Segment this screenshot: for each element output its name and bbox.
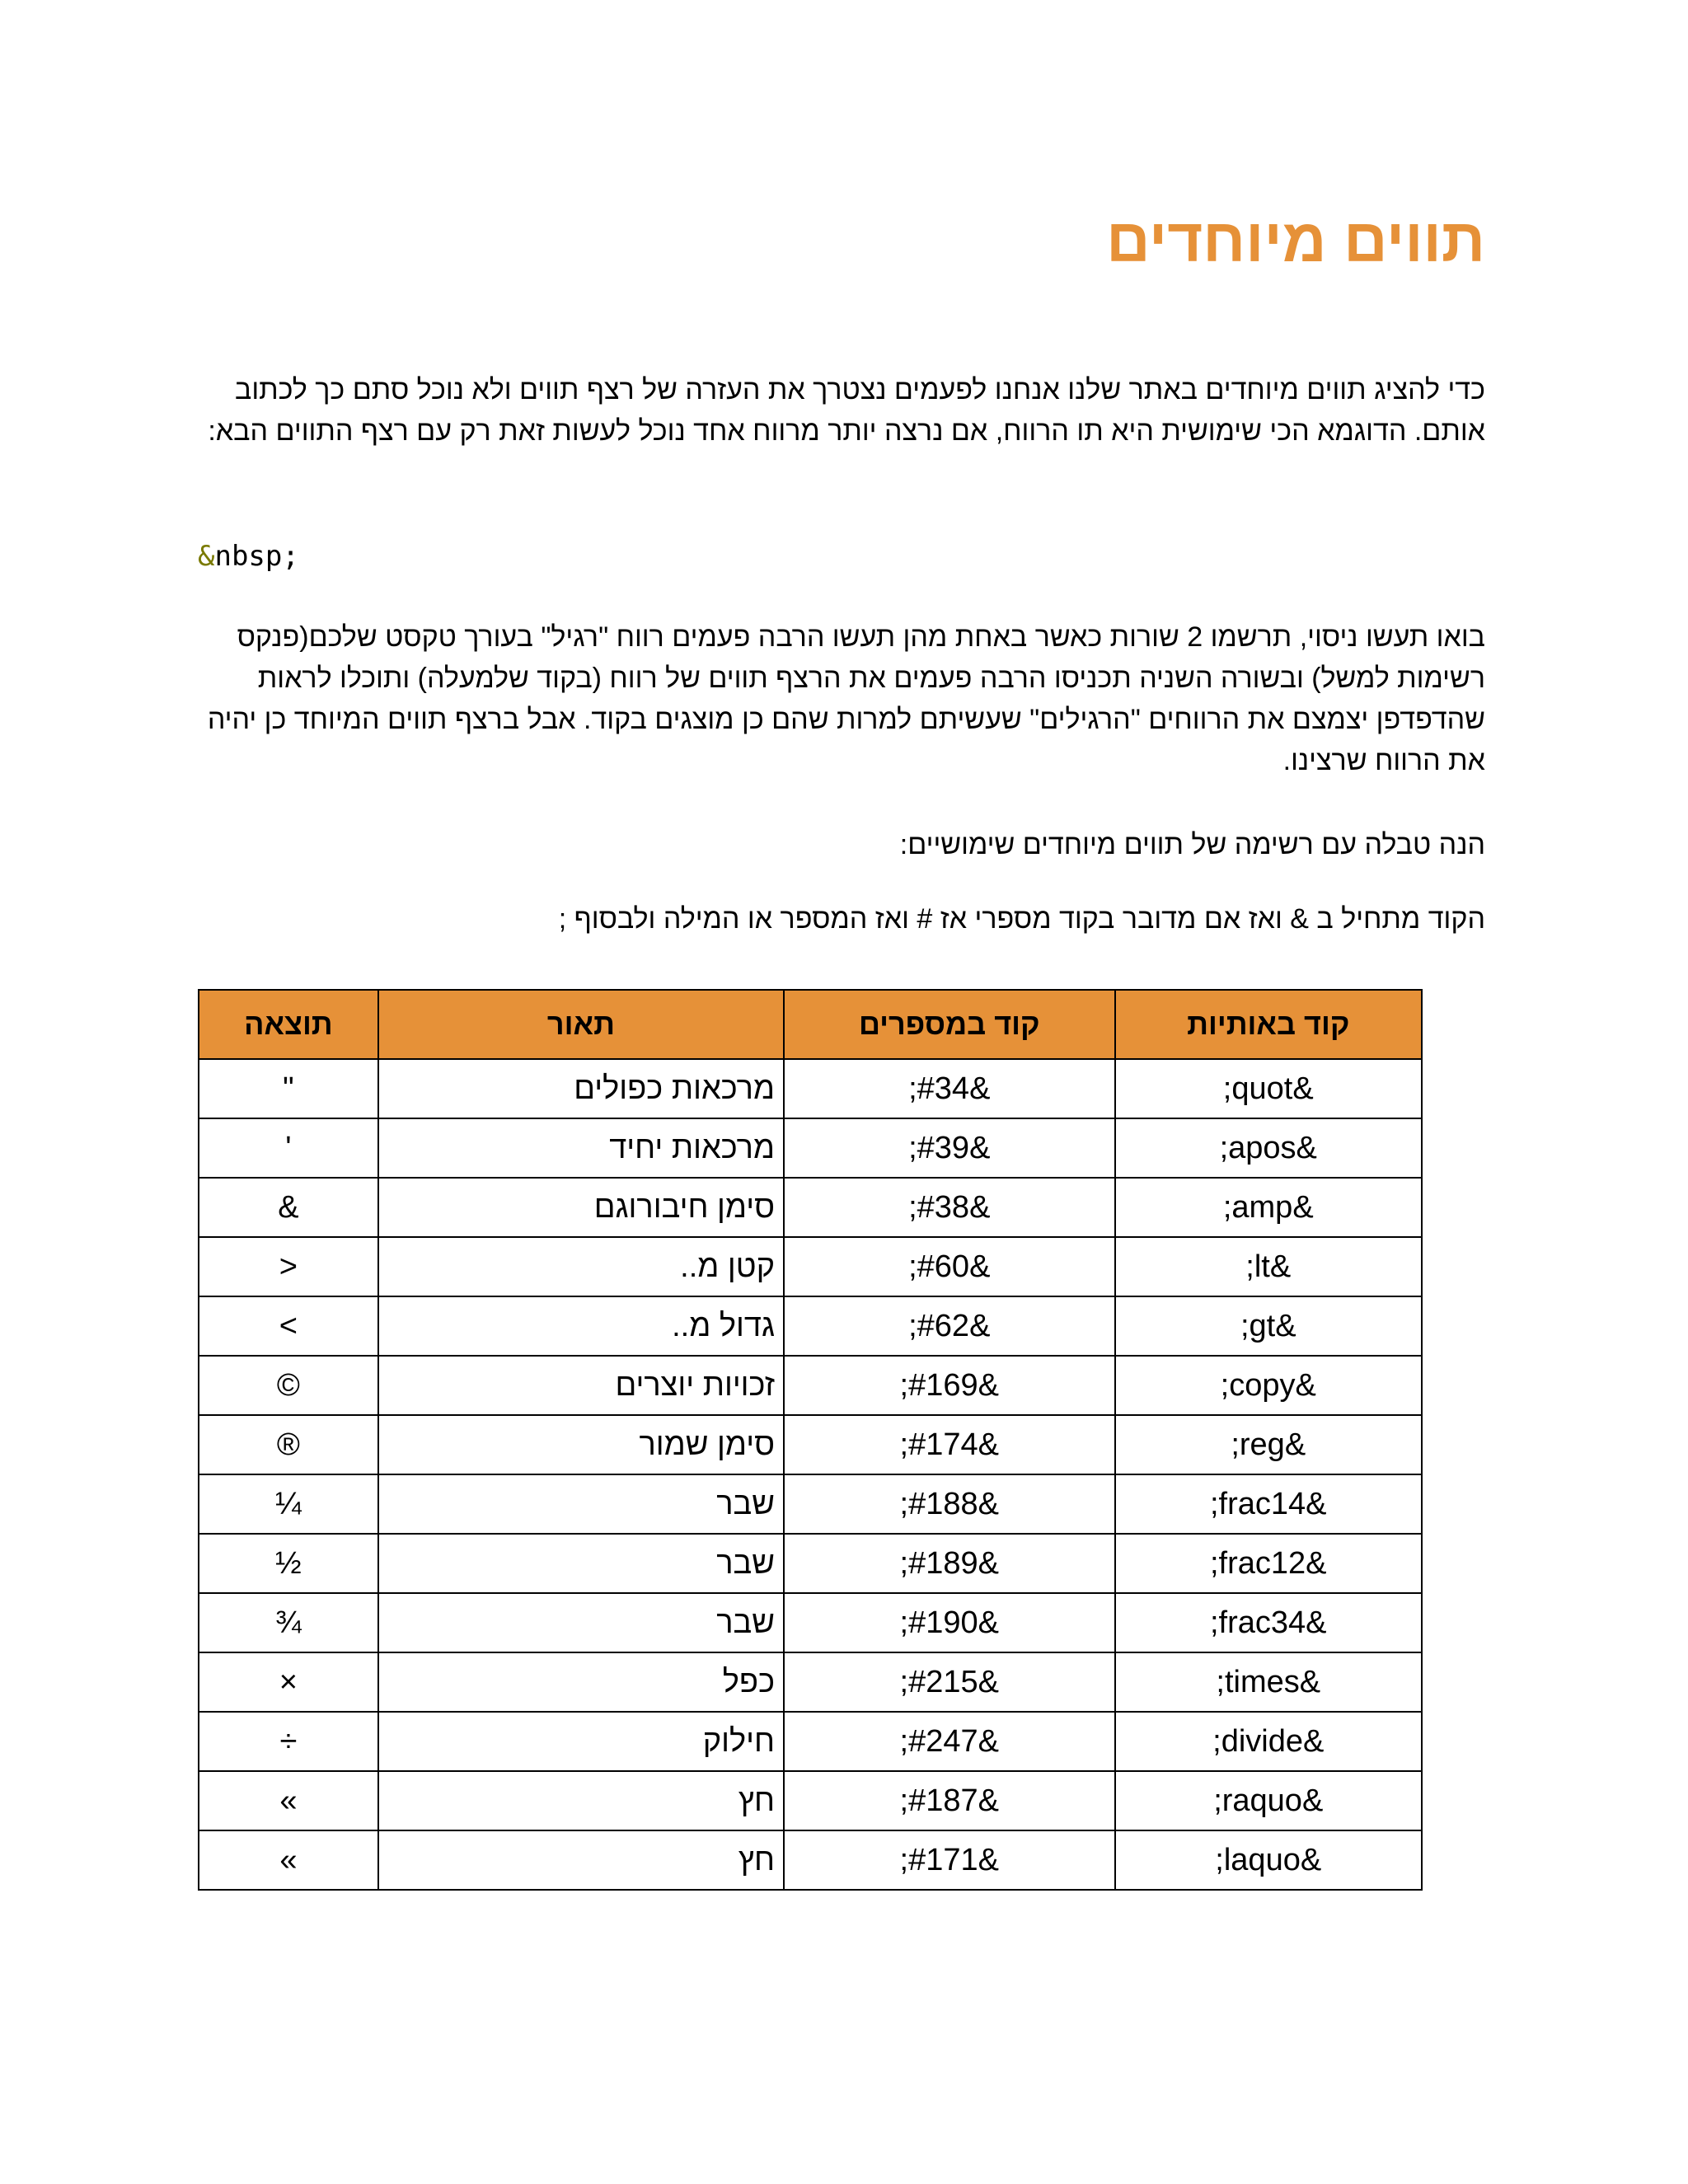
header-description: תאור [378,990,784,1059]
result-cell: ¼ [199,1474,378,1534]
number-code-cell: &#169; [784,1356,1114,1415]
code-explain-paragraph: הקוד מתחיל ב & ואז אם מדובר בקוד מספרי אז # ואז המספר או המילה ולבסוף ; [558,903,1485,935]
number-code-cell: &#38; [784,1178,1114,1237]
table-row [199,1593,1422,1652]
table-row [199,1118,1422,1178]
description-cell: חילוק [378,1712,784,1771]
number-code-cell: &#188; [784,1474,1114,1534]
table-row [199,1415,1422,1474]
code-example-ampersand: & [198,540,215,573]
result-cell: < [199,1237,378,1296]
description-cell: שבר [378,1593,784,1652]
letter-code-cell: &reg; [1115,1415,1423,1474]
result-cell: & [199,1178,378,1237]
description-cell: קטן מ.. [378,1237,784,1296]
description-cell: מרכאות כפולים [378,1059,784,1118]
table-body [199,1059,1422,1890]
number-code-cell: &#34; [784,1059,1114,1118]
result-cell: © [199,1356,378,1415]
description-cell: שבר [378,1534,784,1593]
letter-code-cell: &apos; [1115,1118,1423,1178]
table-row [199,1652,1422,1712]
description-cell: סימן חיבורוגם [378,1178,784,1237]
number-code-cell: &#187; [784,1771,1114,1830]
description-cell: סימן שמור [378,1415,784,1474]
header-number-code: קוד במספרים [784,990,1114,1059]
description-cell: גדול מ.. [378,1296,784,1356]
table-row [199,1771,1422,1830]
letter-code-cell: &raquo; [1115,1771,1423,1830]
letter-code-cell: &laquo; [1115,1830,1423,1890]
code-example [198,536,299,577]
letter-code-cell: &lt; [1115,1237,1423,1296]
letter-code-cell: &quot; [1115,1059,1423,1118]
result-cell: ÷ [199,1712,378,1771]
letter-code-cell: &frac34; [1115,1593,1423,1652]
letter-code-cell: &times; [1115,1652,1423,1712]
number-code-cell: &#62; [784,1296,1114,1356]
table-row [199,1059,1422,1118]
table-row [199,1356,1422,1415]
result-cell: ½ [199,1534,378,1593]
number-code-cell: &#247; [784,1712,1114,1771]
number-code-cell: &#171; [784,1830,1114,1890]
page-title: תווים מיוחדים [1106,206,1485,274]
result-cell: » [199,1830,378,1890]
description-cell: מרכאות יחיד [378,1118,784,1178]
description-cell: שבר [378,1474,784,1534]
result-cell: ® [199,1415,378,1474]
result-cell: > [199,1296,378,1356]
result-cell: " [199,1059,378,1118]
description-cell: חץ [378,1830,784,1890]
table-intro-paragraph: הנה טבלה עם רשימה של תווים מיוחדים שימושיים: [899,829,1485,860]
experiment-paragraph: בואו תעשו ניסוי, תרשמו 2 שורות כאשר באחת מהן תעשו הרבה פעמים רווח "רגיל" בעורך טקסט שלכם(פנקס רשימות למשל) ובשורה השניה תכניסו הרבה פעמים את הרצף תווים של רווח (בקוד שלמעלה) ותוכלו לראות שהדפדפן יצמצם את הרווחים "הרגילים" שעשיתם למרות שהם כן מוצגים בקוד. אבל ברצף תווים המיוחד כן יהיה את הרווח שרצינו. [207,621,1485,776]
description-cell: כפל [378,1652,784,1712]
table-row [199,1534,1422,1593]
table-row [199,1237,1422,1296]
header-letter-code: קוד באותיות [1115,990,1423,1059]
letter-code-cell: &frac14; [1115,1474,1423,1534]
description-cell: חץ [378,1771,784,1830]
table-row [199,1296,1422,1356]
result-cell: » [199,1771,378,1830]
table-row [199,1474,1422,1534]
table-row [199,1712,1422,1771]
special-characters-table [198,989,1423,1891]
intro-paragraph: כדי להציג תווים מיוחדים באתר שלנו אנחנו לפעמים נצטרך את העזרה של רצף תווים ולא נוכל סתם כך לכתוב אותם. הדוגמא הכי שימושית היא תו הרווח, אם נרצה יותר מרווח אחד נוכל לעשות זאת רק עם רצף התווים הבא: [208,374,1485,447]
number-code-cell: &#215; [784,1652,1114,1712]
letter-code-cell: &copy; [1115,1356,1423,1415]
table-row [199,1830,1422,1890]
table-header-row [199,990,1422,1059]
result-cell: ¾ [199,1593,378,1652]
letter-code-cell: &amp; [1115,1178,1423,1237]
result-cell: × [199,1652,378,1712]
number-code-cell: &#174; [784,1415,1114,1474]
table-row [199,1178,1422,1237]
number-code-cell: &#190; [784,1593,1114,1652]
letter-code-cell: &divide; [1115,1712,1423,1771]
letter-code-cell: &frac12; [1115,1534,1423,1593]
number-code-cell: &#189; [784,1534,1114,1593]
code-example-rest: nbsp; [214,540,299,573]
description-cell: זכויות יוצרים [378,1356,784,1415]
number-code-cell: &#39; [784,1118,1114,1178]
header-result: תוצאה [199,990,378,1059]
result-cell: ' [199,1118,378,1178]
letter-code-cell: &gt; [1115,1296,1423,1356]
number-code-cell: &#60; [784,1237,1114,1296]
